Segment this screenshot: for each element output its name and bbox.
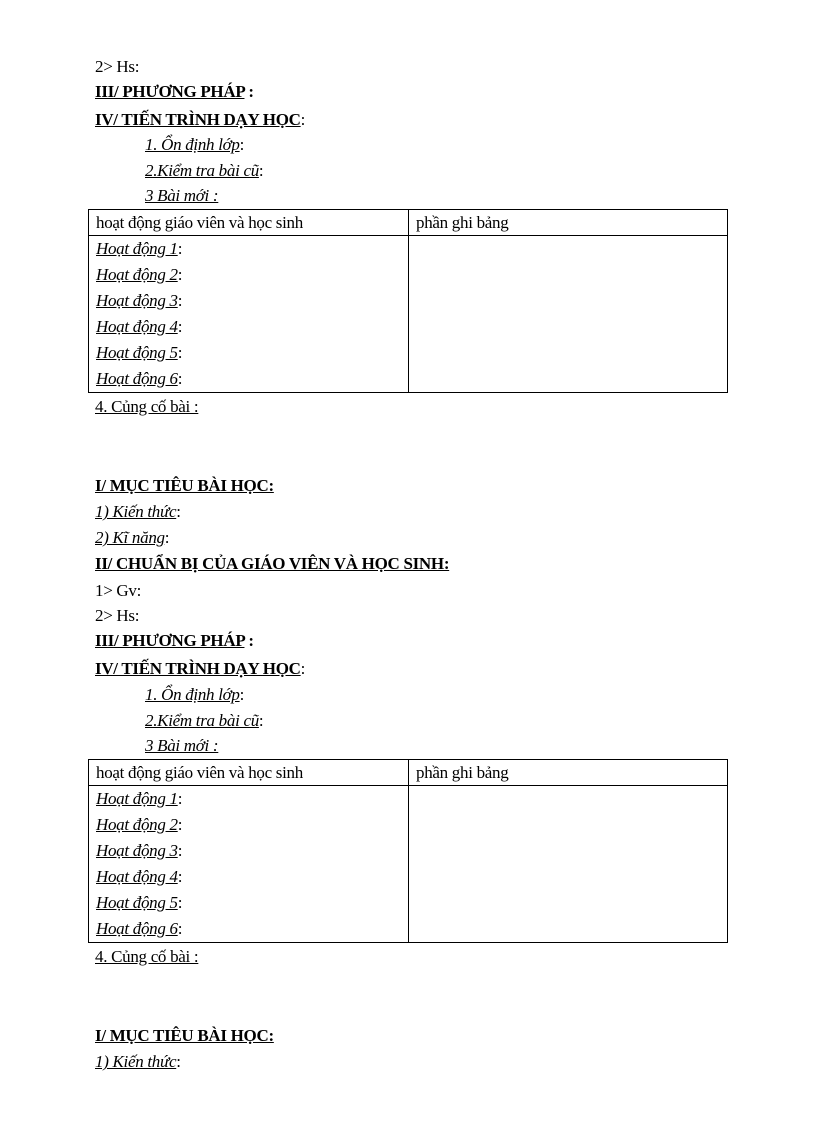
activity-5: Hoạt động 5: xyxy=(96,343,183,362)
skills-line xyxy=(95,527,169,549)
step-3-b-label: 3 Bài mới : xyxy=(145,736,219,755)
activities-cell xyxy=(89,786,409,943)
activity-2: Hoạt động 2: xyxy=(96,265,183,284)
lesson-table xyxy=(88,209,728,393)
step-2-b-suffix: : xyxy=(258,711,264,730)
section-4-heading xyxy=(95,109,305,131)
section-4-heading-2 xyxy=(95,658,305,680)
table-row xyxy=(89,786,728,943)
section-3-heading-2 xyxy=(95,630,254,652)
knowledge-suffix: : xyxy=(176,502,181,521)
skills-suffix: : xyxy=(164,528,170,547)
activity-3: Hoạt động 3: xyxy=(96,841,183,860)
step-1-b xyxy=(145,684,244,706)
section-4-suffix-2: : xyxy=(300,659,306,678)
header-board-notes: phần ghi bảng xyxy=(409,210,728,236)
step-1 xyxy=(145,134,244,156)
activity-4: Hoạt động 4: xyxy=(96,867,183,886)
header-board-notes: phần ghi bảng xyxy=(409,760,728,786)
step-1-b-label: 1. Ổn định lớp xyxy=(145,685,240,704)
hs-line: 2> Hs: xyxy=(95,57,140,76)
step-2 xyxy=(145,160,263,182)
board-notes-cell xyxy=(409,786,728,943)
board-notes-cell xyxy=(409,236,728,393)
step-3-label: 3 Bài mới : xyxy=(145,186,219,205)
step-3-b xyxy=(145,735,218,757)
activity-1: Hoạt động 1: xyxy=(96,789,183,808)
section-2-title: II/ CHUẨN BỊ CỦA GIÁO VIÊN VÀ HỌC SINH: xyxy=(95,554,450,573)
step-2-label: 2.Kiểm tra bài cũ xyxy=(145,161,259,180)
knowledge-line xyxy=(95,501,181,523)
header-teacher-student: hoạt động giáo viên và học sinh xyxy=(89,210,409,236)
section-1-heading-3 xyxy=(95,1025,274,1047)
consolidate-line-2 xyxy=(95,946,198,968)
table-row xyxy=(89,236,728,393)
header-teacher-student: hoạt động giáo viên và học sinh xyxy=(89,760,409,786)
knowledge-line-3 xyxy=(95,1051,181,1073)
step-1-b-suffix: : xyxy=(239,685,245,704)
consolidate-label: 4. Củng cố bài : xyxy=(95,397,199,416)
section-3-heading xyxy=(95,81,254,103)
knowledge-label-3: 1) Kiến thức xyxy=(95,1052,177,1071)
activity-2: Hoạt động 2: xyxy=(96,815,183,834)
step-2-b xyxy=(145,710,263,732)
activity-1: Hoạt động 1: xyxy=(96,239,183,258)
activity-4: Hoạt động 4: xyxy=(96,317,183,336)
table-header-row xyxy=(89,760,728,786)
activity-6: Hoạt động 6: xyxy=(96,919,183,938)
section-1-heading xyxy=(95,475,274,497)
section-4-suffix: : xyxy=(300,110,306,129)
step-3 xyxy=(145,185,218,207)
section-4-title-2: IV/ TIẾN TRÌNH DẠY HỌC xyxy=(95,659,301,678)
section-3-title: III/ PHƯƠNG PHÁP xyxy=(95,82,245,101)
section-1-title: I/ MỤC TIÊU BÀI HỌC: xyxy=(95,476,274,495)
section-4-title: IV/ TIẾN TRÌNH DẠY HỌC xyxy=(95,110,301,129)
step-2-suffix: : xyxy=(258,161,264,180)
table-header-row xyxy=(89,210,728,236)
step-1-label: 1. Ổn định lớp xyxy=(145,135,240,154)
section-2-heading xyxy=(95,553,449,575)
knowledge-label: 1) Kiến thức xyxy=(95,502,177,521)
activity-6: Hoạt động 6: xyxy=(96,369,183,388)
section-3-suffix-2: : xyxy=(244,631,254,650)
section-3-suffix: : xyxy=(244,82,254,101)
step-2-b-label: 2.Kiểm tra bài cũ xyxy=(145,711,259,730)
activity-5: Hoạt động 5: xyxy=(96,893,183,912)
knowledge-suffix-3: : xyxy=(176,1052,181,1071)
consolidate-label-2: 4. Củng cố bài : xyxy=(95,947,199,966)
step-1-suffix: : xyxy=(239,135,245,154)
lesson-table-2 xyxy=(88,759,728,943)
hs-line-2: 2> Hs: xyxy=(95,606,140,625)
section-1-title-3: I/ MỤC TIÊU BÀI HỌC: xyxy=(95,1026,274,1045)
consolidate-line xyxy=(95,396,198,418)
activities-cell xyxy=(89,236,409,393)
activity-3: Hoạt động 3: xyxy=(96,291,183,310)
section-3-title-2: III/ PHƯƠNG PHÁP xyxy=(95,631,245,650)
gv-line: 1> Gv: xyxy=(95,581,142,600)
skills-label: 2) Kĩ năng xyxy=(95,528,165,547)
